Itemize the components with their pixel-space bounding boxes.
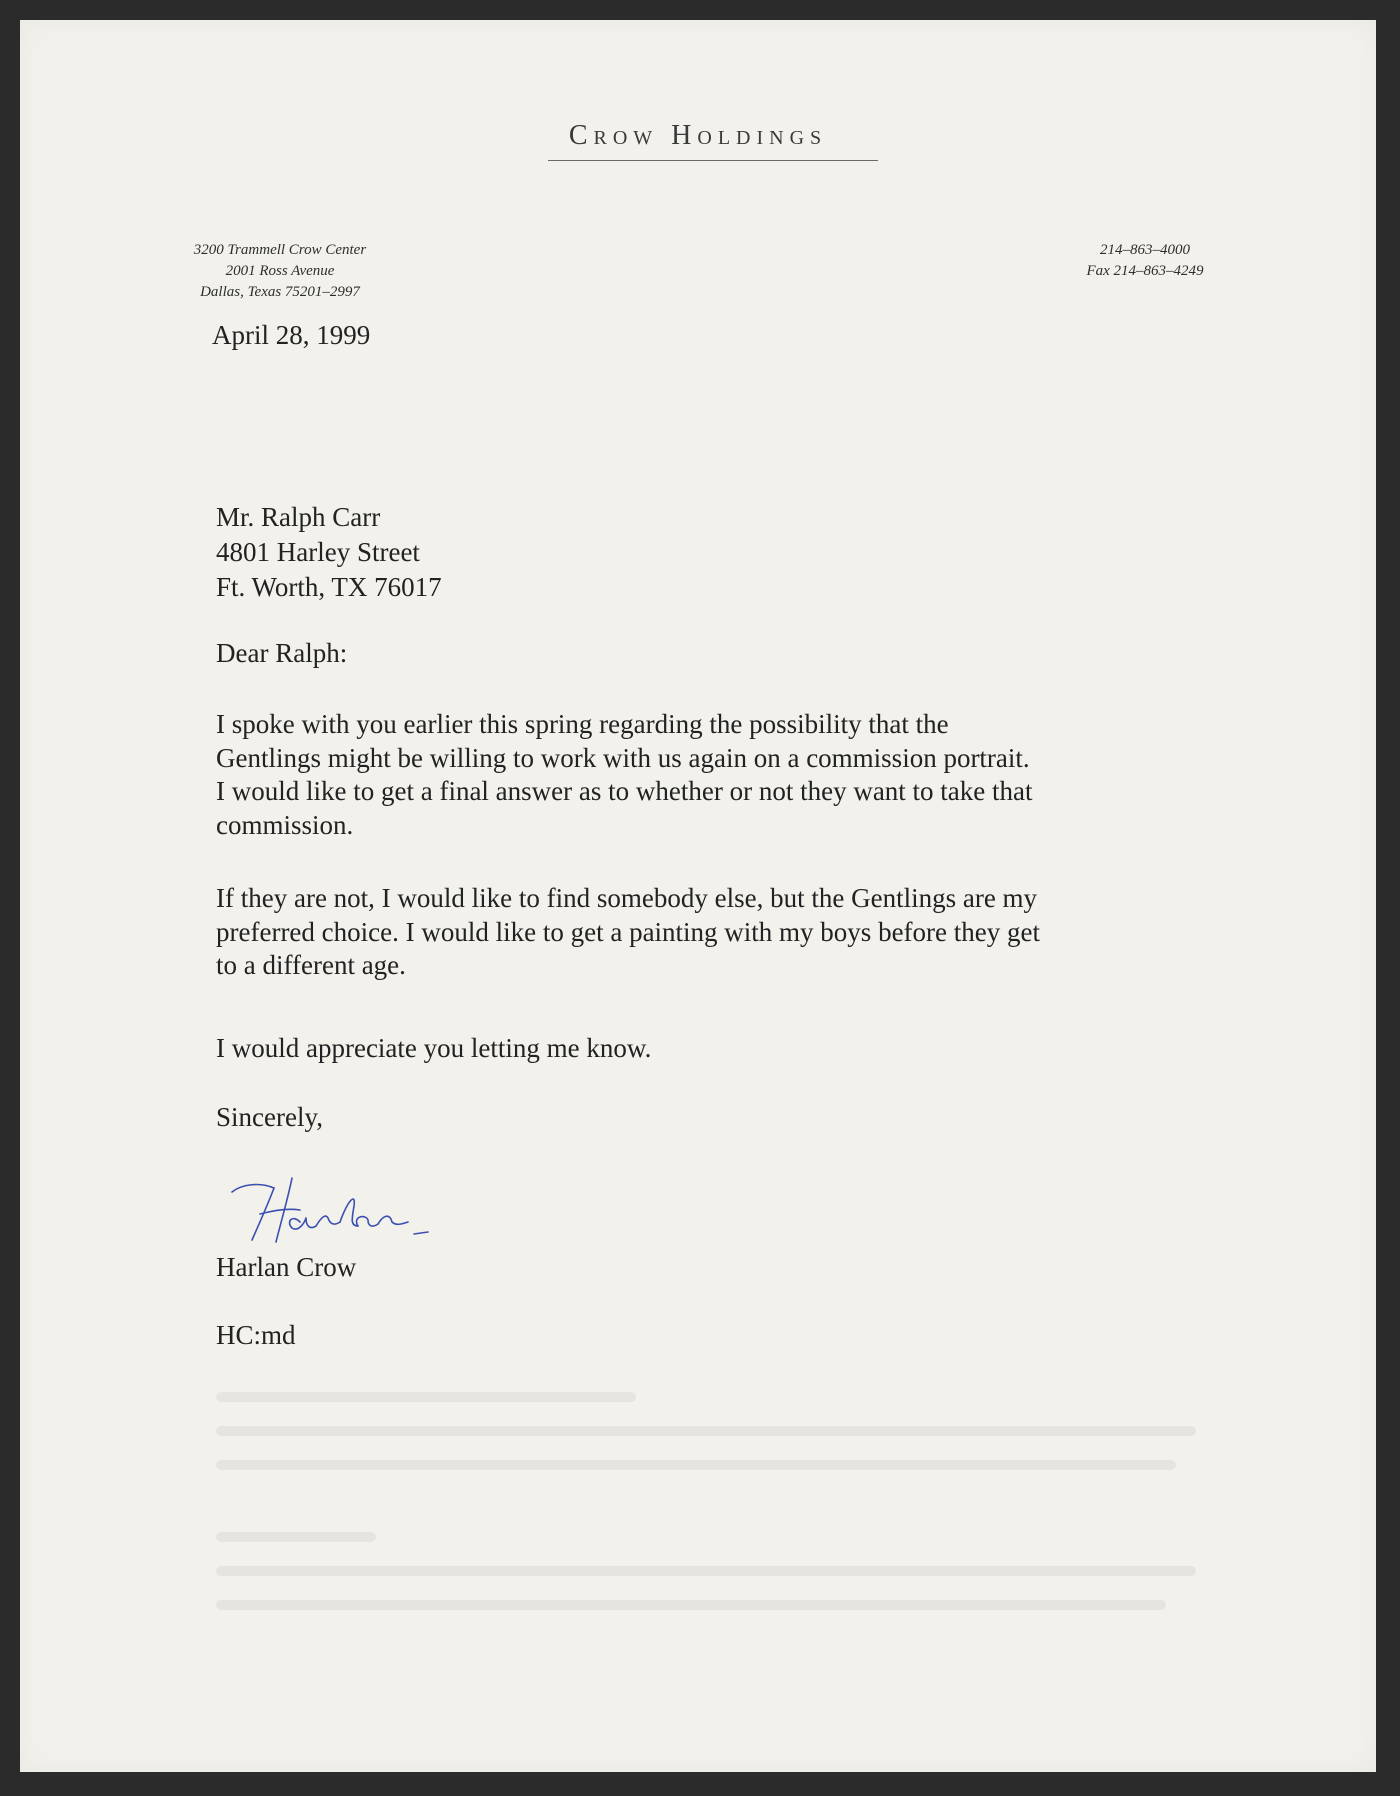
body-line: I would appreciate you letting me know. (216, 1033, 652, 1063)
recipient-name: Mr. Ralph Carr (216, 502, 381, 532)
letter-date: April 28, 1999 (212, 320, 371, 350)
fax-number: Fax 214–863–4249 (1086, 263, 1204, 279)
body-paragraph-1 (216, 708, 1216, 842)
phone-number: 214–863–4000 (1100, 242, 1190, 258)
bleed-through-text (216, 1382, 1216, 1642)
recipient-street: 4801 Harley Street (216, 537, 420, 567)
handwritten-signature (230, 1170, 450, 1260)
letterhead-divider (548, 160, 878, 161)
body-paragraph-2 (216, 882, 1216, 983)
company-name: Crow Holdings (568, 120, 828, 151)
letter-page (20, 20, 1376, 1772)
salutation: Dear Ralph: (216, 638, 348, 668)
body-line: I would like to get a final answer as to whether or not they want to take that (216, 776, 1033, 806)
reference-initials: HC:md (216, 1320, 296, 1350)
company-address (140, 240, 420, 303)
address-line-1: 3200 Trammell Crow Center (193, 242, 367, 258)
body-line: If they are not, I would like to find somebody else, but the Gentlings are my (216, 883, 1038, 913)
closing: Sincerely, (216, 1102, 323, 1132)
recipient-address (216, 500, 442, 605)
company-contact (1030, 240, 1260, 282)
body-line: commission. (216, 809, 354, 840)
body-line: Gentlings might be willing to work with us again on a commission portrait. (216, 742, 1030, 773)
body-line: preferred choice. I would like to get a painting with my boys before they get (216, 916, 1040, 947)
signer-name: Harlan Crow (216, 1252, 357, 1282)
address-line-3: Dallas, Texas 75201–2997 (200, 284, 360, 300)
address-line-2: 2001 Ross Avenue (225, 263, 335, 279)
body-line: I spoke with you earlier this spring regarding the possibility that the (216, 709, 949, 739)
body-line: to a different age. (216, 950, 406, 980)
body-paragraph-3 (216, 1032, 1216, 1066)
recipient-city: Ft. Worth, TX 76017 (216, 572, 442, 602)
